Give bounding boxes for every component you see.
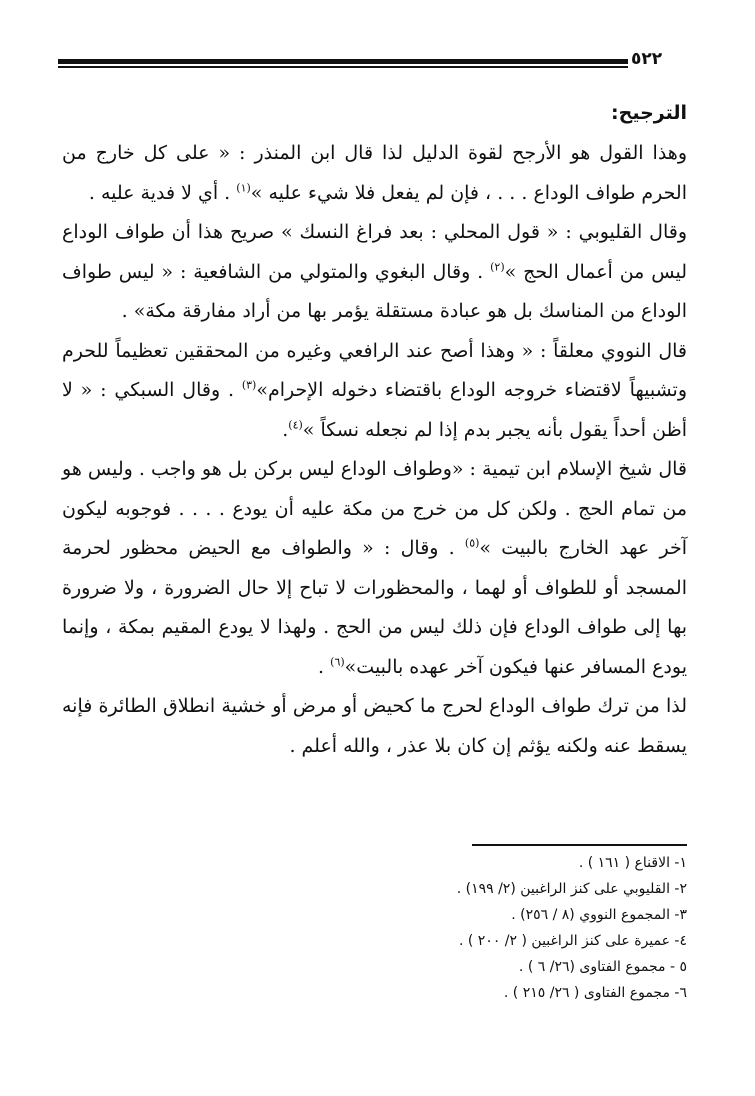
footnote-item: ٢- القليوبي على كنز الراغبين (٢/ ١٩٩) . [456, 881, 687, 897]
footnote-item: ٦- مجموع الفتاوى ( ٢٦/ ٢١٥ ) . [503, 985, 687, 1001]
paragraph-2 [62, 213, 687, 332]
footnotes [62, 850, 687, 1006]
footnote-item: ٥ - مجموع الفتاوى (٢٦/ ٦ ) . [518, 959, 687, 975]
paragraph-text: قال شيخ الإسلام ابن تيمية : «وطواف الوداع ليس بركن بل هو واجب . وليس هو من تمام الحج . ولكن كل من خرج من مكة عليه أن يودع . . . . فوجوبه ليكون آخر عهد الخارج بالبيت » [62, 458, 687, 559]
header-rule-thin [58, 66, 628, 68]
paragraph-tail-2: . [282, 418, 289, 441]
header-rule-thick [58, 59, 628, 64]
paragraph-text: وهذا القول هو الأرجح لقوة الدليل لذا قال ابن المنذر : « على كل خارج من الحرم طواف الوداع . . . ، فإن لم يفعل فلا شيء عليه » [62, 142, 687, 204]
paragraph-text: قال النووي معلقاً : « وهذا أصح عند الرافعي وغيره من المحققين تعظيماً للحرم وتشبيهاً لاقتضاء خروجه الوداع باقتضاء دخوله الإحرام» [62, 339, 687, 401]
footnote-ref-3: (٣) [241, 378, 257, 392]
paragraph-1 [62, 134, 687, 213]
footnote-ref-1: (١) [236, 181, 251, 195]
footnote-separator [472, 844, 687, 846]
footnote-item: ١- الاقناع ( ١٦١ ) . [578, 855, 687, 871]
footnote-item: ٣- المجموع النووي (٨ / ٢٥٦) . [511, 907, 687, 923]
page-number: ٥٢٢ [631, 49, 663, 69]
main-text [62, 93, 687, 766]
paragraph-tail: . أي لا فدية عليه . [88, 181, 237, 204]
paragraph-3 [62, 332, 687, 451]
paragraph-tail: . وقال : « والطواف مع الحيض محظور لحرمة المسجد أو للطواف أو لهما ، والمحظورات لا تباح إلا حال الضرورة ، ولا ضرورة بها إلى طواف الوداع فإن ذلك ليس من الحج . ولهذا لا يودع المقيم بمكة ، وإنما يودع المسافر عنها فيكون آخر عهده بالبيت» [62, 537, 687, 678]
paragraph-tail-2: . [318, 655, 331, 678]
paragraph-text: وقال القليوبي : « قول المحلي : بعد فراغ النسك » صريح هذا أن طواف الوداع ليس من أعمال الحج » [62, 221, 687, 283]
paragraph-tail: . وقال السبكي : « لا أظن أحداً يقول بأنه يجبر بدم إذا لم نجعله نسكاً » [62, 379, 687, 441]
footnote-ref-2: (٢) [490, 260, 505, 274]
paragraph-tail: . وقال البغوي والمتولي من الشافعية : « ليس طواف الوداع من المناسك بل هو عبادة مستقلة يؤمر بها من أراد مفارقة مكة» . [62, 260, 687, 322]
footnote-ref-6: (٦) [330, 655, 345, 669]
section-title: الترجيح: [611, 102, 687, 124]
page-header [58, 44, 691, 74]
footnote-ref-4: (٤) [288, 418, 303, 432]
footnote-item: ٤- عميرة على كنز الراغبين ( ٢/ ٢٠٠ ) . [458, 933, 687, 949]
paragraph-4 [62, 450, 687, 687]
paragraph-text: لذا من ترك طواف الوداع لحرج ما كحيض أو مرض أو خشية انطلاق الطائرة فإنه يسقط عنه ولكنه يؤثم إن كان بلا عذر ، والله أعلم . [62, 695, 687, 757]
footnote-ref-5: (٥) [464, 536, 480, 550]
paragraph-5 [62, 687, 687, 766]
